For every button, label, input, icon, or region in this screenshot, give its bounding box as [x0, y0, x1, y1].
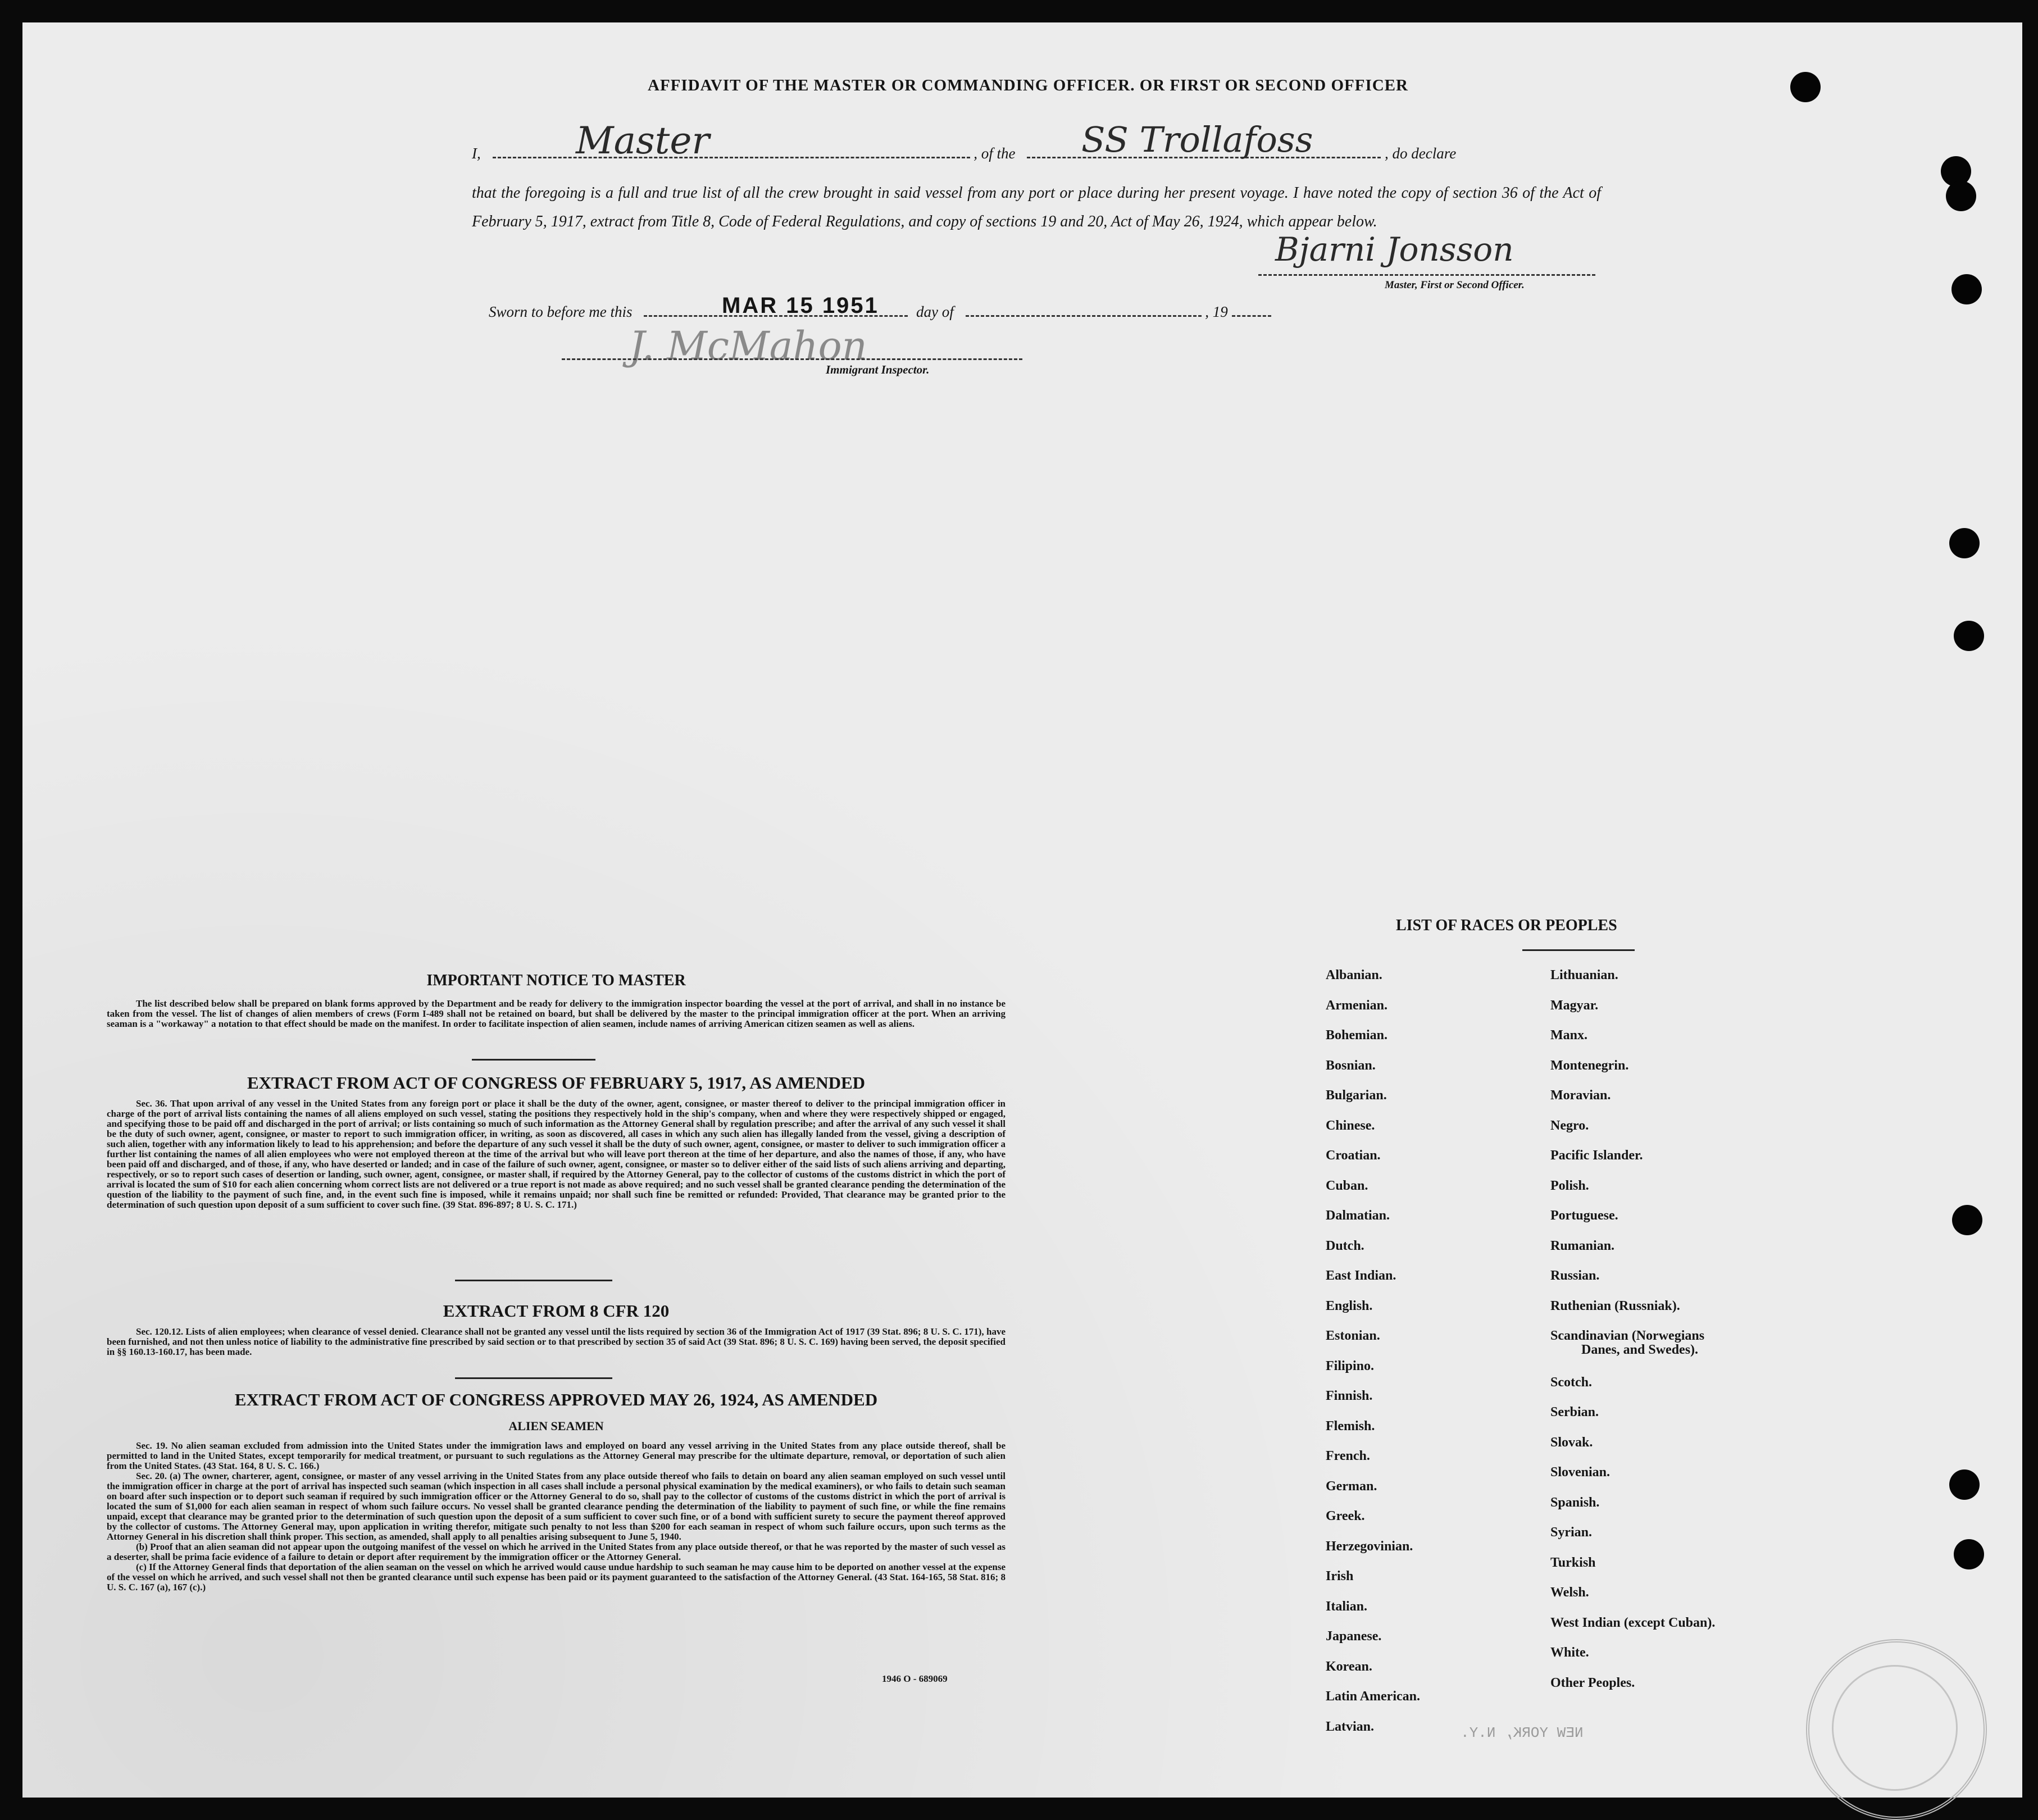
punch-hole: [1949, 528, 1980, 558]
race-item: Pacific Islander.: [1550, 1148, 1643, 1163]
race-item: Welsh.: [1550, 1585, 1589, 1600]
race-item: Italian.: [1326, 1599, 1368, 1614]
punch-hole: [1951, 274, 1982, 304]
race-item: Syrian.: [1550, 1525, 1593, 1540]
year-prefix: , 19: [1205, 303, 1228, 320]
race-item: Montenegrin.: [1550, 1058, 1629, 1073]
race-item: Bosnian.: [1326, 1058, 1376, 1073]
race-item: Polish.: [1550, 1178, 1589, 1193]
punch-hole: [1952, 1205, 1982, 1235]
race-item: Dalmatian.: [1326, 1208, 1390, 1223]
extract-1917-text: [107, 1099, 1006, 1210]
notice-heading: IMPORTANT NOTICE TO MASTER: [426, 972, 686, 989]
section-divider: [455, 1377, 612, 1379]
declaration-text: that the foregoing is a full and true list of all the crew brought in said vessel from any port or place during her present voyage. I have noted the copy of section 36 of the Act of February 5, 1917, extract from Title 8, Code of Federal Regulations, and copy of sections 19 and 20, Act of May 26, 1924, which appear below.: [472, 184, 1601, 230]
race-item: Scotch.: [1550, 1375, 1592, 1390]
of-the-label: , of the: [973, 145, 1016, 162]
punch-hole: [1954, 621, 1984, 651]
race-item: Rumanian.: [1550, 1238, 1615, 1253]
section-20b-paragraph: (b) Proof that an alien seaman did not appear upon the outgoing manifest of the vessel on which he arrived in the United States from any place outside thereof, or that he was reported by the master of such vessel as a deserter, shall be prima facie evidence of a failure to detain or deport after requirement by the immigration officer or the Attorney General.: [107, 1541, 1006, 1562]
bleed-through-seal: [1806, 1639, 1987, 1820]
race-item: Spanish.: [1550, 1495, 1600, 1510]
race-item: Danes, and Swedes).: [1581, 1343, 1699, 1357]
i-label: I,: [472, 145, 481, 162]
inspector-signature: J. McMahon: [629, 323, 867, 369]
inspector-signature-line: [562, 358, 1022, 360]
race-item: Armenian.: [1326, 998, 1388, 1013]
punch-hole: [1949, 1469, 1980, 1500]
extract-1924-text: [107, 1441, 1006, 1593]
race-item: Manx.: [1550, 1028, 1587, 1043]
day-of-label: day of: [916, 303, 954, 320]
race-item: Slovenian.: [1550, 1465, 1611, 1480]
affidavit-title: AFFIDAVIT OF THE MASTER OR COMMANDING OFFICER. OR FIRST OR SECOND OFFICER: [648, 76, 1408, 94]
extract-1924-heading: EXTRACT FROM ACT OF CONGRESS APPROVED MAY 26, 1924, AS AMENDED: [234, 1390, 878, 1409]
race-item: French.: [1326, 1449, 1370, 1463]
race-item: German.: [1326, 1478, 1377, 1494]
race-item: Serbian.: [1550, 1405, 1599, 1419]
do-declare-label: , do declare: [1385, 145, 1457, 162]
punch-hole: [1946, 181, 1976, 211]
race-item: Chinese.: [1326, 1118, 1375, 1133]
race-item: Bulgarian.: [1326, 1088, 1387, 1103]
document-page: [22, 22, 2022, 1798]
notice-paragraph: The list described below shall be prepared on blank forms approved by the Department and be ready for delivery to the immigration inspector boarding the vessel at the port of arrival, and shall in no instance be taken from the vessel. The list of changes of alien members of crews (Form I-489 shall not be retained on board, but shall be delivered by the master to the principal immigration officer at the port. When an arriving seaman is a "workaway" a notation to that effect should be made on the manifest. In order to facilitate inspection of alien seamen, include names of arriving American citizen seamen as well as aliens.: [107, 998, 1006, 1029]
extract-cfr-text: [107, 1327, 1006, 1357]
race-item: Ruthenian (Russniak).: [1550, 1298, 1680, 1313]
race-item: Slovak.: [1550, 1435, 1593, 1450]
race-item: Finnish.: [1326, 1389, 1373, 1403]
race-item: Portuguese.: [1550, 1208, 1618, 1223]
race-item: White.: [1550, 1645, 1589, 1660]
section-20c-paragraph: (c) If the Attorney General finds that deportation of the alien seaman on the vessel on which he arrived would cause undue hardship to such seaman he may cause him to be deported on another vessel at the expense of the vessel on which he arrived, and such vessel shall not then be granted clearance until such expense has been paid or its payment guaranteed to the satisfaction of the Attorney General. (43 Stat. 164-165, 58 Stat. 816; 8 U. S. C. 167 (a), 167 (c).): [107, 1562, 1006, 1593]
section-20a-paragraph: Sec. 20. (a) The owner, charterer, agent, consignee, or master of any vessel arriving in the United States from any place outside thereof who fails to detain on board any alien seaman employed on such vessel until the immigration officer in charge at the port of arrival has inspected such seaman (which inspection in all cases shall include a personal physical examination by the medical examiners), or who fails to detain such seaman on board after such inspection or to deport such seaman if required by such immigration officer or the Attorney General to do so, shall pay to the collector of customs of the customs district in which the port of arrival is located the sum of $1,000 for each alien seaman in respect of whom such failure occurs. No vessel shall be granted clearance pending the determination of the liability to payment of such fine, or while the fine remains unpaid, except that clearance may be granted prior to the determination of such question upon the deposit of a sum sufficient to cover such fine, or of a bond with sufficient surety to secure the payment thereof approved by the collector of customs. The Attorney General may, upon application in writing therefor, mitigate such penalty to not less than $200 for each seaman in respect of whom such failure occurs, upon such terms as the Attorney General in his discretion shall think proper. This section, as amended, shall apply to all penalties arising subsequent to June 5, 1940.: [107, 1471, 1006, 1542]
race-item: English.: [1326, 1298, 1373, 1313]
race-item: Irish: [1326, 1569, 1354, 1584]
race-item: Croatian.: [1326, 1148, 1381, 1163]
race-item: Latvian.: [1326, 1719, 1375, 1734]
race-item: Herzegovinian.: [1326, 1539, 1413, 1554]
race-item: Scandinavian (Norwegians: [1550, 1328, 1705, 1343]
races-heading: LIST OF RACES OR PEOPLES: [1396, 917, 1617, 934]
race-item: Russian.: [1550, 1268, 1600, 1283]
print-code: 1946 O - 689069: [882, 1673, 948, 1684]
race-item: Bohemian.: [1326, 1028, 1388, 1043]
officer-signature-line: [1258, 274, 1595, 276]
capacity-handwritten: Master: [576, 119, 709, 162]
extract-cfr-heading: EXTRACT FROM 8 CFR 120: [443, 1301, 670, 1321]
punch-hole: [1954, 1539, 1984, 1569]
officer-caption: Master, First or Second Officer.: [1385, 279, 1525, 291]
race-item: East Indian.: [1326, 1268, 1396, 1283]
race-item: Magyar.: [1550, 998, 1599, 1013]
race-item: Japanese.: [1326, 1629, 1382, 1644]
notice-text: [107, 999, 1006, 1029]
race-item: Korean.: [1326, 1659, 1372, 1674]
section-divider: [472, 1059, 595, 1061]
sworn-date-stamp: MAR 15 1951: [722, 293, 879, 318]
race-item: Dutch.: [1326, 1238, 1364, 1253]
race-item: Filipino.: [1326, 1358, 1375, 1373]
section-19-paragraph: Sec. 19. No alien seaman excluded from admission into the United States under the immigration laws and employed on board any vessel arriving in the United States from any place outside thereof, shall be permitted to land in the United States, except temporarily for medical treatment, or pursuant to such regulations as the Attorney General may prescribe for the ultimate departure, removal, or deportation of such alien from the United States. (43 Stat. 164, 8 U. S. C. 166.): [107, 1440, 1006, 1471]
race-item: Latin American.: [1326, 1689, 1420, 1704]
race-item: Estonian.: [1326, 1328, 1380, 1343]
race-item: Cuban.: [1326, 1178, 1368, 1193]
vessel-name-handwritten: SS Trollafoss: [1081, 119, 1313, 160]
race-item: Greek.: [1326, 1509, 1365, 1523]
race-item: Moravian.: [1550, 1088, 1611, 1103]
race-item: Turkish: [1550, 1555, 1596, 1570]
race-item: Lithuanian.: [1550, 968, 1618, 982]
extract-1917-heading: EXTRACT FROM ACT OF CONGRESS OF FEBRUARY 5, 1917, AS AMENDED: [247, 1073, 866, 1093]
bleed-through-stamp: NEW YORK, N.Y.: [1461, 1725, 1584, 1741]
punch-hole: [1790, 72, 1821, 102]
race-item: West Indian (except Cuban).: [1550, 1615, 1716, 1630]
alien-seamen-subheading: ALIEN SEAMEN: [508, 1419, 604, 1433]
races-heading-rule: [1522, 949, 1635, 951]
officer-signature: Bjarni Jonsson: [1275, 230, 1514, 269]
sworn-label: Sworn to before me this: [489, 303, 633, 320]
sworn-line: [489, 303, 1271, 321]
race-item: Albanian.: [1326, 968, 1382, 982]
inspector-caption: Immigrant Inspector.: [826, 363, 930, 376]
race-item: Negro.: [1550, 1118, 1589, 1133]
race-item: Flemish.: [1326, 1418, 1375, 1434]
extract-cfr-paragraph: Sec. 120.12. Lists of alien employees; when clearance of vessel denied. Clearance shall not be granted any vessel until the lists required by section 36 of the Immigration Act of 1917 (39 Stat. 896; 8 U. S. C. 171), have been furnished, and not then unless notice of liability to the administrative fine prescribed by said section or to that prescribed by section 35 of said Act (39 Stat. 896; 8 U. S. C. 169) having been served, the deposit specified in §§ 160.13-160.17, has been made.: [107, 1326, 1006, 1357]
extract-1917-paragraph: Sec. 36. That upon arrival of any vessel in the United States from any foreign port or place it shall be the duty of the owner, agent, consignee, or master thereof to deliver to the principal immigration officer in charge of the port of arrival lists containing the names of all aliens employed on such vessel, stating the positions they respectively hold in the ship's company, when and where they were respectively shipped or engaged, and specifying those to be paid off and discharged in the port of arrival; or lists containing so much of such information as the Attorney General shall by regulation prescribe; and after the arrival of any such vessel it shall be the duty of such owner, agent, consignee, or master to report to such immigration officer, in writing, as soon as discovered, all cases in which any such alien has illegally landed from the vessel, giving a description of such alien, together with any information likely to lead to his apprehension; and before the departure of any such vessel it shall be the duty of such owner, agent, consignee, or master to deliver to such immigration officer a further list containing the names of all alien employees who were not employed thereon at the time of the arrival but who will leave port thereon at the time of her departure, and also the names of those, if any, who have been paid off and discharged, and of those, if any, who have deserted or landed; and in case of the failure of such owner, agent, consignee, or master so to deliver either of the said lists of such aliens arriving and departing, respectively, or so to report such cases of desertion or landing, such owner, agent, consignee, or master shall, if required by the Attorney General, pay to the collector of customs of the customs district in which the port of arrival is located the sum of $10 for each alien concerning whom correct lists are not delivered or a true report is not made as above required; and no such vessel shall be granted clearance pending the determination of the question of the liability to the payment of such fine, and, in the event such fine is imposed, while it remains unpaid; nor shall such fine be remitted or refunded: Provided, That clearance may be granted prior to the determination of such question upon deposit of a sum sufficient to cover such fine. (39 Stat. 896-897; 8 U. S. C. 171.): [107, 1098, 1006, 1210]
race-item: Other Peoples.: [1550, 1675, 1635, 1690]
section-divider: [455, 1280, 612, 1281]
